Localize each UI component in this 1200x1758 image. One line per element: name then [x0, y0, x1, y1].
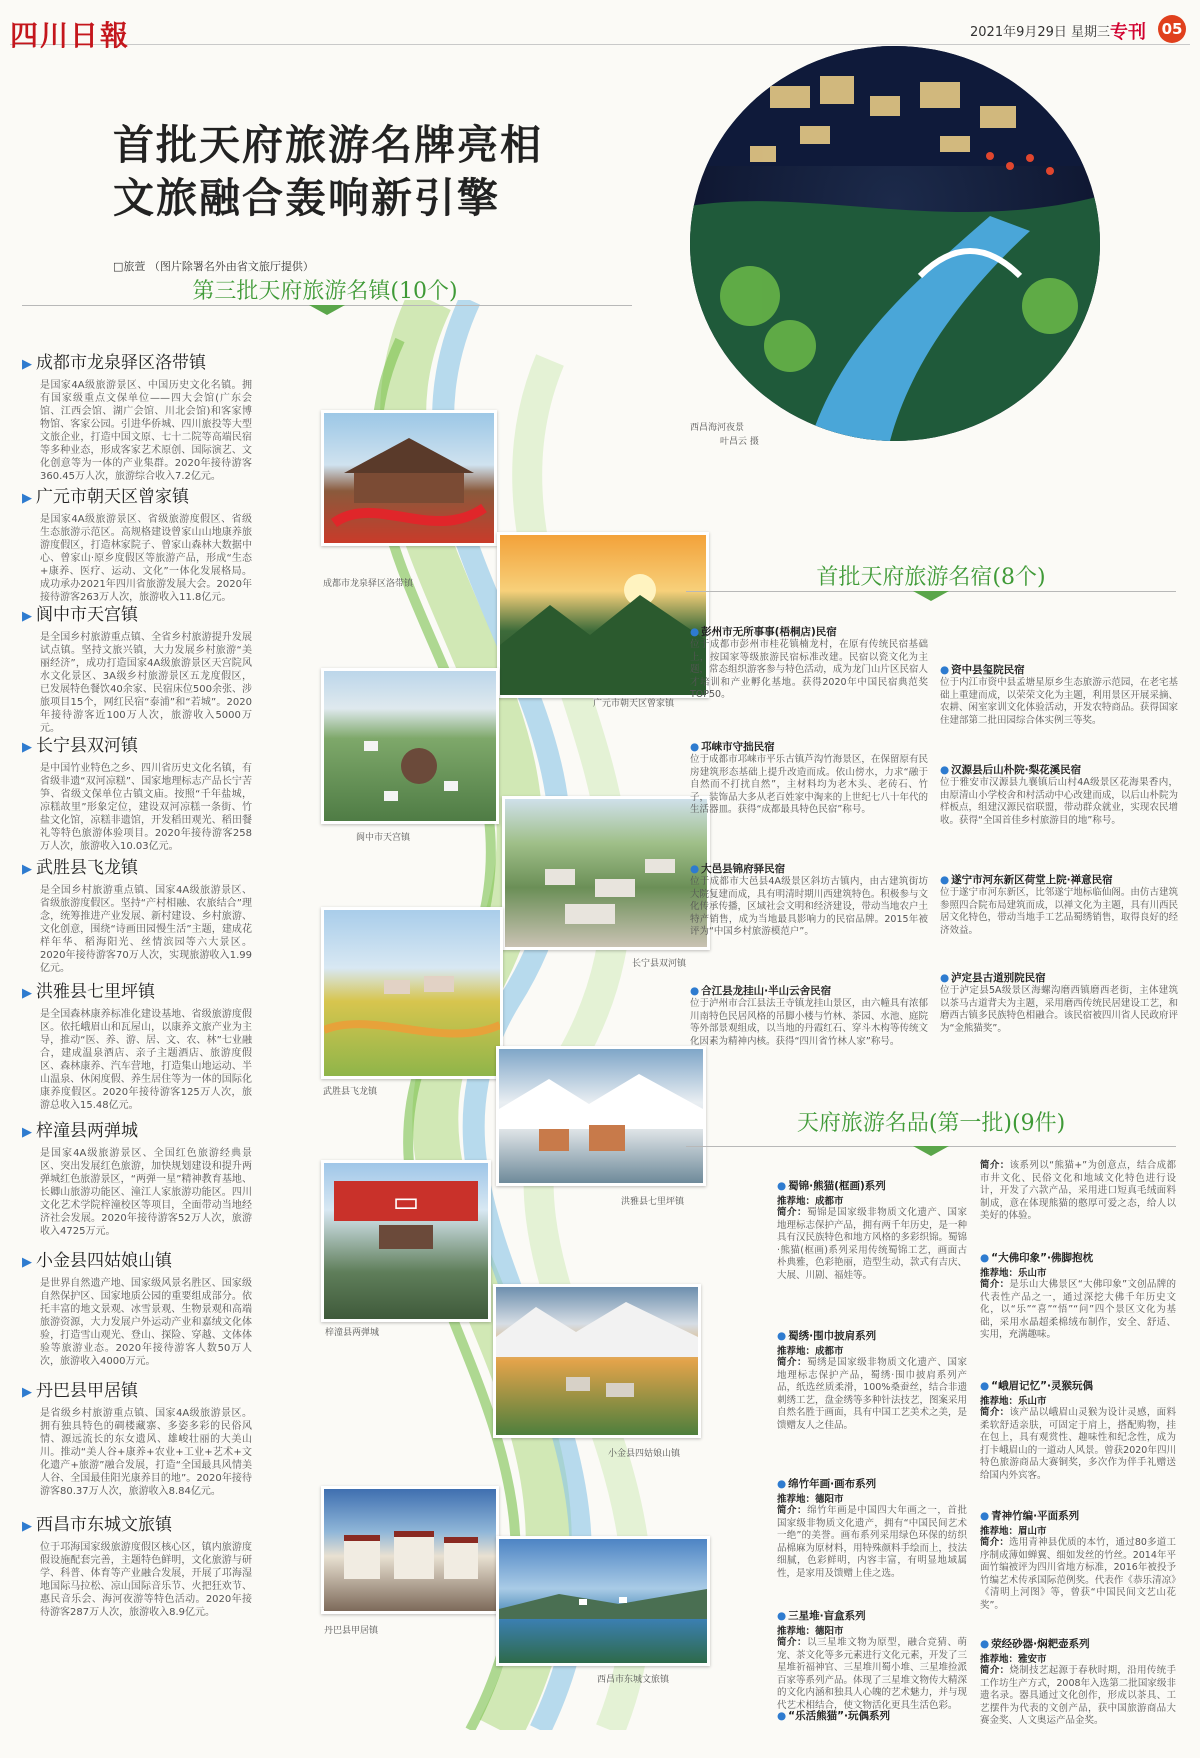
headline-line2: 文旅融合轰响新引擎	[113, 174, 500, 222]
town-entry	[22, 1510, 262, 1630]
homestay-heading	[690, 983, 928, 998]
product-entry	[980, 1378, 1176, 1508]
town-photo-liangdancheng	[321, 1160, 491, 1322]
intro-text: 烧制技艺起源于春秋时期，沿用传统手工作坊生产方式，2008年入选第二批国家级非遗名录。器具通过文化创作，形成以茶具、工艺摆件为代表的文创产品，获中国旅游商品大赛金奖、人文奥运产品金奖。	[980, 1665, 1176, 1726]
homestay-name: 大邑县锦府驿民宿	[701, 863, 786, 875]
photo-caption: 广元市朝天区曾家镇	[593, 699, 675, 709]
product-city	[777, 1193, 967, 1207]
product-heading	[777, 1608, 967, 1623]
town-name: 洪雅县七里坪镇	[36, 982, 155, 1002]
homestay-description: 位于内江市资中县孟塘星原乡生态旅游示范园，在老宅基础上重建而成，以荣荣文化为主题，利用景区开展采摘、农耕、闲室家训文化体验活动，开发农特商品。获得国家住建部第二批田园综合体实例三等奖。	[940, 677, 1178, 726]
product-name: 蜀锦·熊猫(框画)系列	[788, 1180, 886, 1192]
dot-bullet-icon: ●	[940, 874, 950, 886]
town-photo-tiangong	[321, 668, 499, 824]
homestay-section-heading: 首批天府旅游名宿(8个)	[816, 565, 1046, 590]
homestay-description: 位于成都市邛崃市平乐古镇芦沟竹海景区，在保留原有民房建筑形态基础上提升改造而成。依山傍水，力求“融于自然而不打扰自然”，主材料均为老木头、老砖石、竹子，装饰品大多从老百姓家中淘来的上世纪七八十年代的生活器皿。获得“成都最具特色民宿”称号。	[690, 754, 928, 815]
homestay-name: 彭州市无所事事(梧桐店)民宿	[701, 626, 837, 638]
homestay-heading	[940, 970, 1178, 985]
hero-photo-caption: 西昌海河夜景	[690, 423, 745, 433]
headline-line1: 首批天府旅游名牌亮相	[113, 121, 543, 169]
city-value: 德阳市	[815, 1626, 844, 1637]
dot-bullet-icon: ●	[690, 985, 700, 997]
town-photo-dongcheng	[496, 1536, 710, 1666]
town-name: 武胜县飞龙镇	[36, 858, 138, 878]
town-description: 是全国森林康养标准化建设基地、省级旅游度假区。依托峨眉山和瓦屋山，以康养文旅产业为主导，推动“医、养、游、居、文、农、林”七业融合，建成温泉酒店、亲子主题酒店、旅游度假区、森林康养、汽车营地，打造集山地运动、半山温泉、休闲度假、养生居住等为一体的国际化康养度假区。2020年接待游客125万人次，旅游总收入15.48亿元。	[40, 1009, 252, 1111]
homestay-entry	[940, 872, 1178, 970]
intro-text: 该产品以峨眉山灵猴为设计灵感，面料柔软舒适亲肤，可固定于肩上，搭配购物，挂在包上，具有观赏性、趣味性和纪念性，成为打卡峨眉山的一道动人风景。曾获2020年四川特色旅游商品大赛铜奖，多次作为伴手礼赠送给国内外宾客。	[980, 1407, 1176, 1481]
town-heading	[22, 482, 262, 507]
homestay-heading	[690, 739, 928, 754]
byline-credit: □旅萱 （图片除署名外由省文旅厅提供）	[113, 260, 314, 273]
homestay-description: 位于泸定县5A级景区海螺沟磨西镇磨西老街，主体建筑以茶马古道背夫为主题，采用磨西传统民居建设工艺，和磨西古镇多民族特色相融合。该民宿被四川省人民政府评为“金熊猫奖”。	[940, 985, 1178, 1034]
product-city	[980, 1393, 1176, 1407]
homestay-description: 位于泸州市合江县法王寺镇龙挂山景区，由六幢具有浓郁川南特色民居风格的吊脚小楼与竹林、茶园、水池、庭院等外部景观组成，以当地的丹霞红石、穿斗木构等传统文化因素为精神内核。获得“四川省竹林人家”称号。	[690, 998, 928, 1047]
town-description: 是省级乡村旅游重点镇、国家4A级旅游景区。拥有独具特色的碉楼藏寨、多姿多彩的民俗风情、源远流长的东女遗风、雄峻壮丽的大美山川。推动“美人谷+康养+农业+工业+艺术+文化遗产+旅游”融合发展，打造“全国最具风情美人谷、全国最佳阳光康养目的地”。2020年接待游客80.37万人次，旅游收入8.84亿元。	[40, 1408, 252, 1497]
product-description	[980, 1160, 1176, 1223]
page-number-badge: 05	[1158, 15, 1186, 43]
intro-label: 简介：	[777, 1505, 808, 1516]
homestay-heading	[940, 762, 1178, 777]
town-description: 是中国竹业特色之乡、四川省历史文化名镇，有省级非遗“双河凉糕”、国家地理标志产品长宁苦笋、省级文保单位古镇文庙。按照“千年盐城，凉糕故里”形象定位，建设双河凉糕一条街、竹盐文化馆，凉糕非遗馆，开发稻田观光、稻田餐礼等特色旅游体验项目。2020年接待游客258万人次，旅游收入10.03亿元。	[40, 763, 252, 852]
town-entry	[22, 1246, 262, 1376]
city-label: 推荐地：	[777, 1494, 816, 1505]
city-value: 成都市	[815, 1196, 844, 1207]
town-name: 广元市朝天区曾家镇	[36, 487, 189, 507]
town-description: 是国家4A级旅游景区、省级旅游度假区、省级生态旅游示范区。高规格建设曾家山山地康养旅游度假区，打造林家院子、曾家山森林大数据中心、曾家山·原乡度假区等旅游产品，形成“生态+康养、医疗、运动、文化”一体化发展格局。成功承办2021年四川省旅游发展大会。2020年接待游客263万人次，旅游收入11.8亿元。	[40, 514, 252, 603]
city-label: 推荐地：	[777, 1196, 816, 1207]
intro-text: 是乐山大佛景区“大佛印象”文创品牌的代表性产品之一，通过深挖大佛千年历史文化，以“乐”“喜”“悟”“问”四个景区文化为基础，采用水晶超柔棉绒布制作，安全、舒适、实用，充满趣味。	[980, 1279, 1176, 1340]
homestay-entry	[940, 970, 1178, 1060]
intro-text: 绵竹年画是中国四大年画之一，首批国家级非物质文化遗产，拥有“中国民间艺术一绝”的美誉。画布系列采用绿色环保的纺织品棉麻为原材料，用特殊颜料手绘而上，技法细腻，色彩鲜明，内容丰富，有明显地域属性，是家用及馈赠上佳之选。	[777, 1505, 968, 1579]
photo-caption: 武胜县飞龙镇	[323, 1087, 378, 1097]
dot-bullet-icon: ●	[690, 741, 700, 753]
town-photo-luodai	[321, 410, 497, 546]
product-city	[980, 1265, 1176, 1279]
town-entry	[22, 1376, 262, 1510]
town-heading	[22, 1246, 262, 1271]
product-entry	[980, 1636, 1176, 1756]
product-heading	[777, 1708, 967, 1723]
homestay-entry	[940, 662, 1178, 762]
triangle-bullet-icon: ▶	[22, 986, 32, 1001]
homestay-description: 位于成都市大邑县4A级景区斜坊古镇内，由古建筑街坊大院复建而成，具有明清时期川西建筑特色。积极参与文化传承传播，区域社会文明和经济建设，带动当地农户土特产销售，成为当地最具影响力的民宿品牌。2015年被评为“中国乡村旅游模范户”。	[690, 876, 928, 937]
product-entry	[777, 1608, 967, 1758]
product-city	[980, 1523, 1176, 1537]
intro-text: 该系列以“熊猫+”为创意点，结合成都市井文化、民俗文化和地域文化特色进行设计，开发了六款产品，采用进口短真毛绒面料制成，意在体现熊猫的憨厚可爱之态，给人以美好的体验。	[980, 1160, 1176, 1221]
town-name: 阆中市天宫镇	[36, 605, 138, 625]
town-entry	[22, 348, 262, 482]
city-value: 乐山市	[1018, 1268, 1047, 1279]
town-heading	[22, 348, 262, 373]
homestay-entry	[690, 861, 928, 983]
product-description	[777, 1357, 967, 1432]
town-heading	[22, 1510, 262, 1535]
dot-bullet-icon: ●	[777, 1478, 787, 1490]
homestay-heading	[690, 624, 928, 639]
homestay-name: 邛崃市守拙民宿	[701, 741, 775, 753]
photo-caption: 梓潼县两弹城	[325, 1328, 380, 1338]
town-name: 西昌市东城文旅镇	[36, 1515, 172, 1535]
town-heading	[22, 977, 262, 1002]
town-photo-siguniang	[493, 1284, 701, 1438]
product-entry	[777, 1328, 967, 1476]
town-description: 是国家4A级旅游景区、全国红色旅游经典景区、突出发展红色旅游，加快规划建设和提升两弹城红色旅游景区，“两弹一星”精神教育基地、长卿山旅游功能区、潼江人家旅游功能区。四川文化艺术学院梓潼校区等项目，全面带动当地经济社会发展。2020年接待游客52万人次，旅游收入4725万元。	[40, 1148, 252, 1237]
homestay-description: 位于雅安市汉源县九襄镇后山村4A级景区花海果香内，由原清山小学校舍和村活动中心改建而成，以后山朴院为样板点，组建汉源民宿联盟，带动群众就业，实现农民增收。获得“全国首佳乡村旅游目的地”称号。	[940, 777, 1178, 826]
product-name: 绵竹年画·画布系列	[788, 1478, 877, 1490]
product-description	[777, 1637, 967, 1712]
product-description	[980, 1279, 1176, 1342]
city-label: 推荐地：	[777, 1626, 816, 1637]
city-value: 眉山市	[1018, 1526, 1047, 1537]
homestay-name: 遂宁市河东新区荷堂上院·禅意民宿	[951, 874, 1113, 886]
product-heading	[980, 1636, 1176, 1651]
product-city	[777, 1343, 967, 1357]
triangle-bullet-icon: ▶	[22, 1519, 32, 1534]
product-name: 蜀绣·围巾披肩系列	[788, 1330, 877, 1342]
intro-text: 以三星堆文物为原型，融合竞猜、萌宠、茶文化等多元素进行文化元素，开发了三星堆祈福神官、三星堆川蜀小堆、三星堆捡派百家等系列产品。体现了三星堆文物传大精深的文化内涵和独具人心魄的艺术魅力，并与现代艺术相结合，使文物活化更具生活色彩。	[777, 1637, 968, 1711]
town-heading	[22, 1376, 262, 1401]
product-entry	[777, 1476, 967, 1608]
dot-bullet-icon: ●	[980, 1510, 990, 1522]
city-label: 推荐地：	[980, 1268, 1019, 1279]
intro-label: 简介：	[980, 1407, 1010, 1418]
product-description	[980, 1665, 1176, 1728]
intro-label: 简介：	[980, 1665, 1010, 1676]
homestay-name: 合江县龙挂山·半山云舍民宿	[701, 985, 832, 997]
dot-bullet-icon: ●	[777, 1610, 787, 1622]
towns-section-heading: 第三批天府旅游名镇(10个)	[192, 279, 458, 304]
intro-label: 简介：	[777, 1637, 808, 1648]
town-photo-shuanghe	[502, 796, 710, 950]
city-value: 德阳市	[815, 1494, 844, 1505]
homestay-name: 汉源县后山朴院·梨花溪民宿	[951, 764, 1082, 776]
section-pointer	[913, 591, 949, 601]
intro-label: 简介：	[777, 1357, 808, 1368]
product-name: 荥经砂器·焖耙壶系列	[991, 1638, 1090, 1650]
triangle-bullet-icon: ▶	[22, 609, 32, 624]
city-label: 推荐地：	[980, 1396, 1019, 1407]
dot-bullet-icon: ●	[777, 1330, 787, 1342]
sign-art-text: ▭	[392, 1185, 420, 1218]
dot-bullet-icon: ●	[940, 764, 950, 776]
town-photo-feilong	[321, 907, 503, 1079]
triangle-bullet-icon: ▶	[22, 862, 32, 877]
product-city	[777, 1623, 967, 1637]
homestay-heading	[940, 872, 1178, 887]
homestay-column-left	[690, 624, 928, 1078]
product-heading	[980, 1250, 1176, 1265]
product-city	[777, 1491, 967, 1505]
town-description: 是全国乡村旅游重点镇、全省乡村旅游提升发展试点镇。坚持文旅兴镇，大力发展乡村旅游“美丽经济”，成功打造国家4A级旅游景区天宫院风水文化景区、3A级乡村旅游景区五龙度假区，已发展特色餐饮40余家、民宿床位500余张、涉旅项目15个，网红民宿“泰浦”和“若城”。2020年接待游客近100万人次，旅游收入5000万元。	[40, 632, 252, 734]
section-pointer	[309, 305, 345, 315]
photo-caption: 长宁县双河镇	[632, 959, 687, 969]
town-description: 是国家4A级旅游景区、中国历史文化名镇。拥有国家级重点文保单位——四大会馆(广东会馆、江西会馆、湖广会馆、川北会馆)和客家博物馆、客家公园。引进华侨城、四川旅投等大型文旅企业，打造中国文原、七十二院等高端民宿等多种业态，形成客家艺术原创、国际演艺、文化创意等为一体的产业集群。2020年接待游客360.45万人次，旅游综合收入7.2亿元。	[40, 380, 252, 482]
dot-bullet-icon: ●	[777, 1180, 787, 1192]
products-column-right	[980, 1160, 1176, 1756]
town-photo-qiliping	[496, 1046, 706, 1186]
intro-label: 简介：	[980, 1537, 1010, 1548]
town-description: 是全国乡村旅游重点镇、国家4A级旅游景区、省级旅游度假区。坚持“产村相融、农旅结合”理念，统筹推进产业发展、新村建设、乡村旅游、文化创意，围绕“诗画田园慢生活”主题，建成花样年华、稻海阳光、丝情滨园等六大景区。2020年接待游客70万人次，实现旅游收入1.99亿元。	[40, 885, 252, 974]
town-heading	[22, 731, 262, 756]
product-name: 青神竹编·平面系列	[991, 1510, 1080, 1522]
dot-bullet-icon: ●	[777, 1710, 787, 1722]
intro-label: 简介：	[777, 1207, 808, 1218]
products-column-left	[777, 1178, 967, 1758]
town-entry	[22, 853, 262, 977]
town-photo-zengjia	[497, 532, 709, 698]
town-name: 成都市龙泉驿区洛带镇	[36, 353, 206, 373]
homestay-entry	[690, 983, 928, 1078]
dot-bullet-icon: ●	[690, 626, 700, 638]
issue-date: 2021年9月29日 星期三	[970, 25, 1111, 40]
homestay-entry	[690, 739, 928, 861]
town-entry	[22, 600, 262, 734]
product-description	[777, 1207, 967, 1282]
triangle-bullet-icon: ▶	[22, 1255, 32, 1270]
product-heading	[777, 1328, 967, 1343]
town-description: 是世界自然遗产地、国家级风景名胜区、国家级自然保护区、国家地质公园的重要组成部分。依托丰富的地文景观、冰雪景观、生物景观和高端旅游资源，大力发展户外运动产业和嘉绒文化体验，打造雪山观光、登山、探险、穿越、文体体验等旅游业态。2020年接待游客人数50万人次，旅游收入4000万元。	[40, 1278, 252, 1367]
town-entry	[22, 482, 262, 603]
product-name: “乐活熊猫”·玩偶系列	[788, 1710, 890, 1722]
triangle-bullet-icon: ▶	[22, 740, 32, 755]
homestay-heading	[690, 861, 928, 876]
triangle-bullet-icon: ▶	[22, 491, 32, 506]
city-value: 成都市	[815, 1346, 844, 1357]
photo-caption: 丹巴县甲居镇	[324, 1626, 379, 1636]
triangle-bullet-icon: ▶	[22, 357, 32, 372]
photo-caption: 阆中市天宫镇	[356, 833, 411, 843]
product-entry	[980, 1508, 1176, 1636]
town-entry	[22, 731, 262, 853]
product-entry-tail	[777, 1708, 967, 1723]
product-entry	[980, 1160, 1176, 1250]
product-heading	[980, 1508, 1176, 1523]
city-label: 推荐地：	[777, 1346, 816, 1357]
dot-bullet-icon: ●	[690, 863, 700, 875]
product-entry	[777, 1178, 967, 1328]
product-heading	[777, 1476, 967, 1491]
product-entry	[980, 1250, 1176, 1378]
photo-caption: 成都市龙泉驿区洛带镇	[323, 579, 414, 589]
product-name: 三星堆·盲盒系列	[788, 1610, 866, 1622]
product-heading	[980, 1378, 1176, 1393]
product-description	[980, 1407, 1176, 1482]
town-name: 长宁县双河镇	[36, 736, 138, 756]
product-description	[777, 1505, 967, 1580]
town-name: 小金县四姑娘山镇	[36, 1251, 172, 1271]
homestay-description: 位于成都市彭州市桂花镇楠龙村，在原有传统民宿基础上，按国家等级旅游民宿标准改建。民宿以瓷文化为主题，常态组织游客参与特色活动，成为龙门山片区民宿人才培训和产业孵化基地。获得2020年中国民宿典范奖TOP50。	[690, 639, 928, 700]
photo-caption: 西昌市东城文旅镇	[597, 1675, 670, 1685]
hero-photo-credit: 叶昌云 摄	[720, 437, 759, 447]
dot-bullet-icon: ●	[940, 664, 950, 676]
intro-label: 简介：	[980, 1279, 1010, 1290]
homestay-entry	[690, 624, 928, 739]
intro-text: 蜀锦是国家级非物质文化遗产、国家地理标志保护产品，拥有两千年历史，是一种具有汉民族特色和地方风格的多彩织锦。蜀锦·熊猫(框画)系列采用传统蜀锦工艺，画面古朴典雅，色彩艳丽，造型生动，款式有吉庆、大展、川剧、福娃等。	[777, 1207, 968, 1281]
homestay-name: 泸定县古道别院民宿	[951, 972, 1046, 984]
homestay-description: 位于遂宁市河东新区，比邻遂宁地标临仙阁。由仿古建筑参照四合院布局建筑而成，以禅文化为主题，具有川西民居文化特色，带动当地手工艺品蜀绣销售，取得良好的经济效益。	[940, 887, 1178, 936]
city-value: 乐山市	[1018, 1396, 1047, 1407]
city-value: 雅安市	[1018, 1654, 1047, 1665]
towns-list	[22, 348, 262, 1630]
product-description	[980, 1537, 1176, 1612]
product-name: “峨眉记忆”·灵猴玩偶	[991, 1380, 1093, 1392]
town-heading	[22, 853, 262, 878]
intro-text: 蜀绣是国家级非物质文化遗产、国家地理标志保护产品，蜀绣·围巾披肩系列产品，纸选丝质柔滑，100%桑蚕丝，结合非遗刺绣工艺，盘金绣等多种针法技艺，图案采用自然名胜于画面，具有中国工艺美术之美，是馈赠友人之佳品。	[777, 1357, 968, 1431]
products-section-heading: 天府旅游名品(第一批)(9件)	[796, 1111, 1066, 1136]
town-entry	[22, 977, 262, 1116]
dot-bullet-icon: ●	[940, 972, 950, 984]
dot-bullet-icon: ●	[980, 1638, 990, 1650]
homestay-column-right	[940, 662, 1178, 1060]
town-description: 位于邛海国家级旅游度假区核心区，镇内旅游度假设施配套完善，主题特色鲜明，文化旅游与研学、科普、体育等产业融合发展，开展了邛海湿地国际马拉松、凉山国际音乐节、火把狂欢节、惠民音乐会、海河夜游等特色活动。2020年接待游客287万人次，旅游收入8.9亿元。	[40, 1542, 252, 1618]
triangle-bullet-icon: ▶	[22, 1385, 32, 1400]
product-heading	[777, 1178, 967, 1193]
town-entry	[22, 1116, 262, 1246]
city-label: 推荐地：	[980, 1654, 1019, 1665]
photo-caption: 洪雅县七里坪镇	[621, 1197, 685, 1207]
homestay-heading	[940, 662, 1178, 677]
town-name: 梓潼县两弹城	[36, 1121, 138, 1141]
city-label: 推荐地：	[980, 1526, 1019, 1537]
newspaper-logo: 四川日報	[10, 19, 131, 52]
section-label: 专刊	[1110, 22, 1146, 43]
town-photo-jiaju	[321, 1486, 499, 1614]
photo-caption: 小金县四姑娘山镇	[608, 1449, 681, 1459]
intro-label: 简介：	[980, 1160, 1010, 1171]
homestay-entry	[940, 762, 1178, 872]
section-pointer	[913, 1146, 949, 1156]
triangle-bullet-icon: ▶	[22, 1125, 32, 1140]
homestay-name: 资中县玺院民宿	[951, 664, 1025, 676]
intro-text: 选用青神县优质的本竹，通过80多道工序制成薄如蝉翼、细如发丝的竹丝。2014年平面竹编被评为四川省地方标准，2016年被投予竹编艺术传承国际范例奖。代表作《恭乐清凉》《清明上河图》等，曾获“中国民间文艺山花奖”。	[980, 1537, 1176, 1611]
dot-bullet-icon: ●	[980, 1252, 990, 1264]
product-name: “大佛印象”·佛脚抱枕	[991, 1252, 1093, 1264]
town-heading	[22, 1116, 262, 1141]
product-city	[980, 1651, 1176, 1665]
dot-bullet-icon: ●	[980, 1380, 990, 1392]
hero-night-photo	[690, 46, 1100, 441]
town-name: 丹巴县甲居镇	[36, 1381, 138, 1401]
